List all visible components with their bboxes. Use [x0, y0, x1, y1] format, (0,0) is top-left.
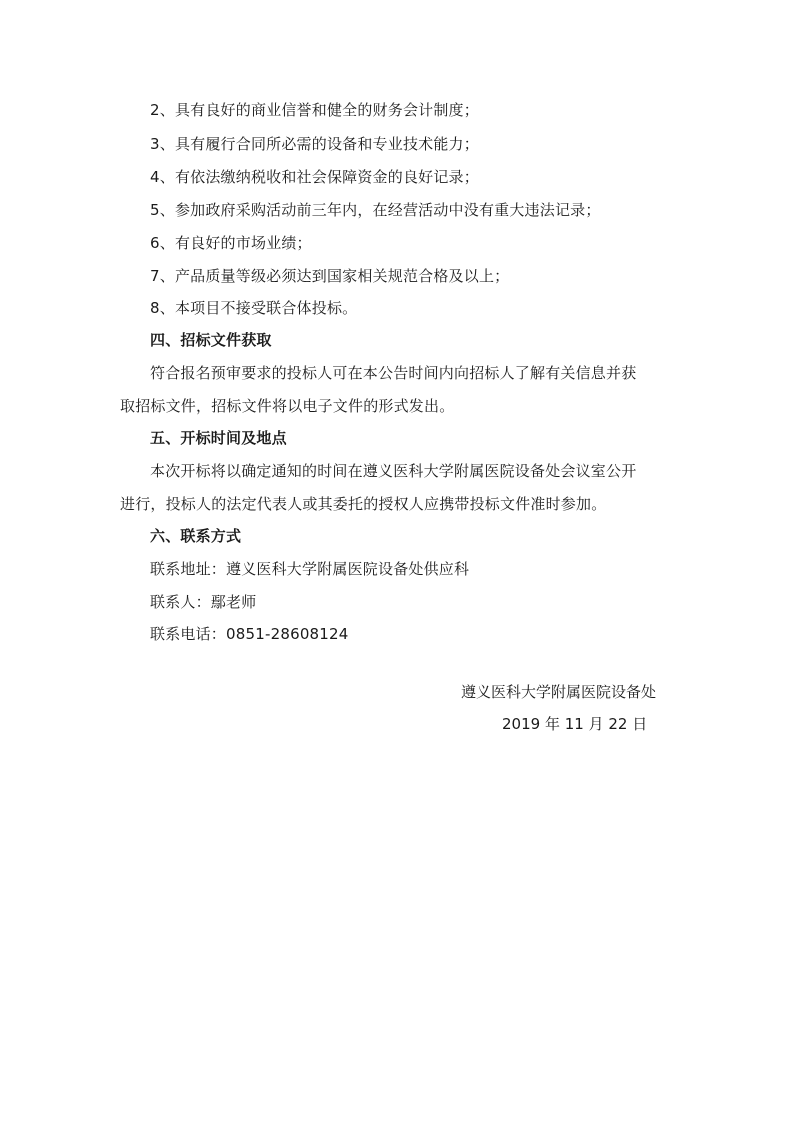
requirement-item-7: 7、产品质量等级必须达到国家相关规范合格及以上； [150, 267, 510, 285]
requirement-item-6: 6、有良好的市场业绩； [150, 234, 312, 252]
signature-organization: 遵义医科大学附属医院设备处 [461, 683, 657, 701]
requirement-item-3: 3、具有履行合同所必需的设备和专业技术能力； [150, 135, 479, 153]
contact-person: 联系人：鄢老师 [150, 593, 257, 611]
section-heading-bid-documents: 四、招标文件获取 [150, 331, 272, 349]
contact-phone: 联系电话：0851-28608124 [150, 625, 349, 643]
section-heading-opening-time: 五、开标时间及地点 [150, 429, 287, 447]
signature-date: 2019 年 11 月 22 日 [502, 715, 648, 733]
section5-paragraph-line-2: 进行，投标人的法定代表人或其委托的授权人应携带投标文件准时参加。 [120, 495, 607, 513]
requirement-item-4: 4、有依法缴纳税收和社会保障资金的良好记录； [150, 168, 479, 186]
section4-paragraph-line-1: 符合报名预审要求的投标人可在本公告时间内向招标人了解有关信息并获 [150, 364, 637, 382]
contact-address: 联系地址：遵义医科大学附属医院设备处供应科 [150, 560, 470, 578]
section-heading-contact: 六、联系方式 [150, 527, 242, 545]
requirement-item-5: 5、参加政府采购活动前三年内，在经营活动中没有重大违法记录； [150, 201, 601, 219]
requirement-item-2: 2、具有良好的商业信誉和健全的财务会计制度； [150, 101, 479, 119]
section5-paragraph-line-1: 本次开标将以确定通知的时间在遵义医科大学附属医院设备处会议室公开 [150, 462, 637, 480]
section4-paragraph-line-2: 取招标文件，招标文件将以电子文件的形式发出。 [120, 397, 455, 415]
requirement-item-8: 8、本项目不接受联合体投标。 [150, 299, 358, 317]
